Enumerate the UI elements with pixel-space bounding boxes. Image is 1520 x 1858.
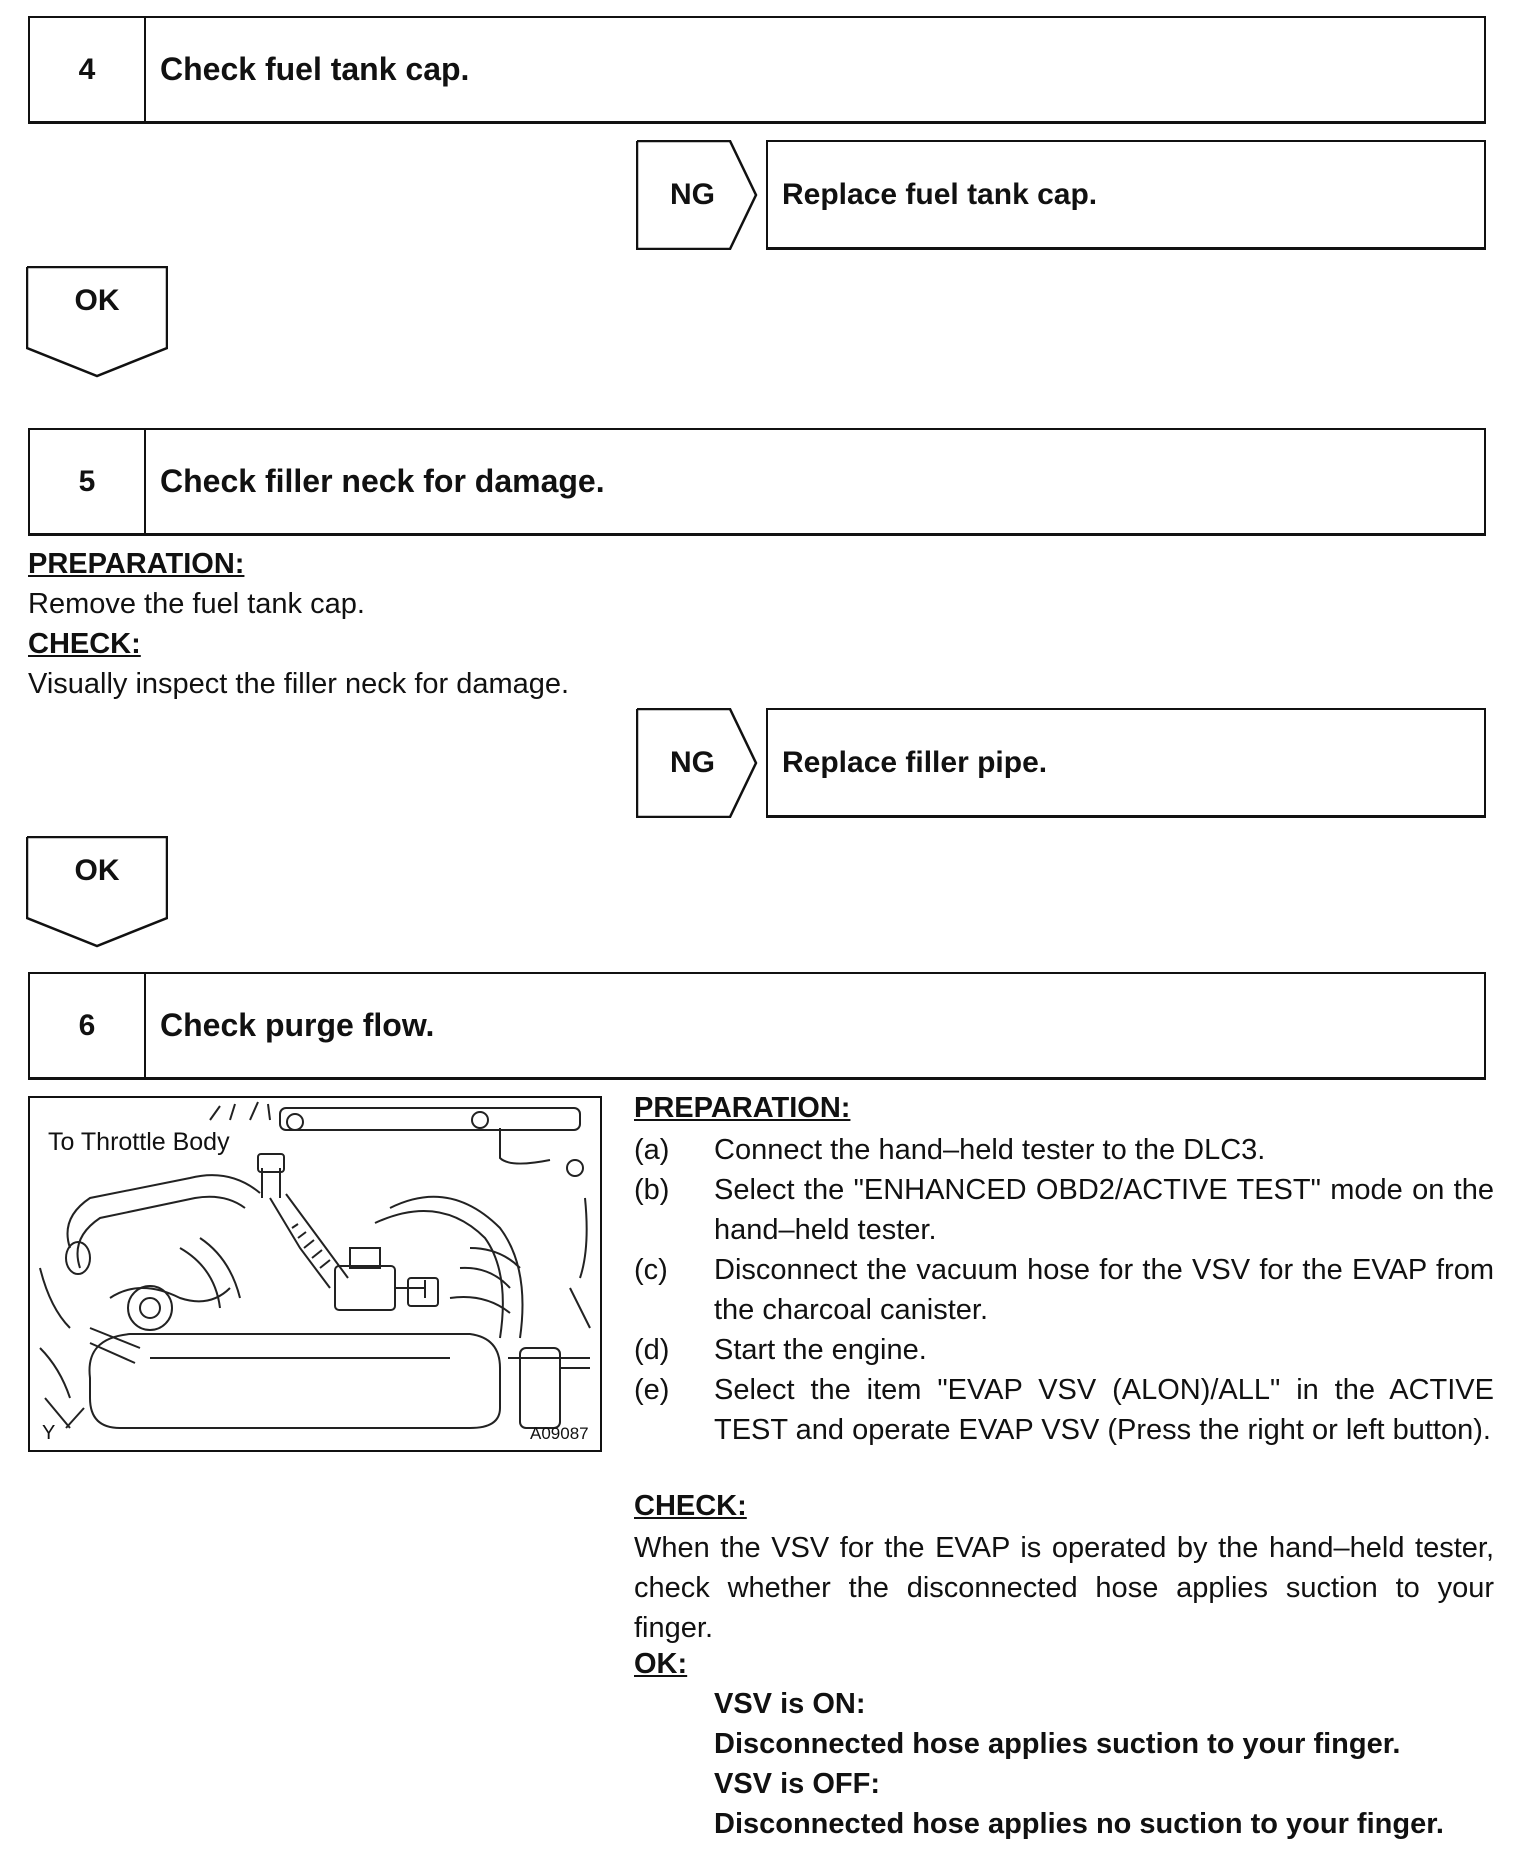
ok-criteria-line: Disconnected hose applies no suction to your finger. — [714, 1808, 1444, 1840]
preparation-text: Remove the fuel tank cap. — [28, 588, 365, 620]
ok-criteria-line: VSV is ON: — [714, 1688, 866, 1720]
list-item-text: Select the item "EVAP VSV (ALON)/ALL" in the ACTIVE TEST and operate EVAP VSV (Press the right or left button). — [714, 1374, 1494, 1446]
list-item-text: Disconnect the vacuum hose for the VSV for the EVAP from the charcoal canister. — [714, 1254, 1494, 1326]
check-text: Visually inspect the filler neck for damage. — [28, 668, 570, 700]
ok-label: OK — [74, 284, 120, 317]
list-item-text: Start the engine. — [714, 1334, 927, 1366]
check-label: CHECK: — [634, 1490, 747, 1522]
ng-action-box: Replace fuel tank cap. — [766, 140, 1486, 250]
step-number: 4 — [30, 18, 146, 121]
preparation-label: PREPARATION: — [28, 548, 245, 580]
step-number: 6 — [30, 974, 146, 1077]
ng-tag — [636, 140, 758, 250]
list-item-text: Connect the hand–held tester to the DLC3. — [714, 1134, 1266, 1166]
figure-callout: To Throttle Body — [48, 1128, 230, 1156]
list-item-text: Select the "ENHANCED OBD2/ACTIVE TEST" mode on the hand–held tester. — [714, 1174, 1494, 1246]
preparation-label: PREPARATION: — [634, 1092, 851, 1124]
step-4-header — [28, 16, 1486, 124]
check-text: When the VSV for the EVAP is operated by the hand–held tester, check whether the disconnected hose applies suction to your finger. — [634, 1532, 1494, 1644]
step-5-header — [28, 428, 1486, 536]
step-6-header — [28, 972, 1486, 1080]
step-title: Check fuel tank cap. — [160, 51, 470, 87]
check-label: CHECK: — [28, 628, 141, 660]
ok-arrow-down-icon — [26, 836, 168, 948]
step-title: Check purge flow. — [160, 1007, 435, 1043]
step-number: 5 — [30, 430, 146, 533]
list-item-key: (d) — [634, 1334, 670, 1366]
ok-criteria-line: Disconnected hose applies suction to your finger. — [714, 1728, 1401, 1760]
ng-label: NG — [670, 746, 715, 779]
ng-label: NG — [670, 178, 715, 211]
list-item-key: (a) — [634, 1134, 670, 1166]
engine-bay-figure — [28, 1096, 602, 1452]
ok-criteria-label: OK: — [634, 1648, 688, 1680]
ok-label: OK — [74, 854, 120, 887]
ok-tag — [26, 836, 168, 948]
ok-criteria-line: VSV is OFF: — [714, 1768, 880, 1800]
ng-tag — [636, 708, 758, 818]
list-item-key: (e) — [634, 1374, 670, 1406]
ok-tag — [26, 266, 168, 378]
figure-corner-mark: Y — [42, 1422, 56, 1444]
list-item-key: (b) — [634, 1174, 670, 1206]
ok-arrow-down-icon — [26, 266, 168, 378]
step-title: Check filler neck for damage. — [160, 463, 605, 499]
figure-id: A09087 — [530, 1424, 589, 1443]
list-item-key: (c) — [634, 1254, 668, 1286]
ng-action-box: Replace filler pipe. — [766, 708, 1486, 818]
